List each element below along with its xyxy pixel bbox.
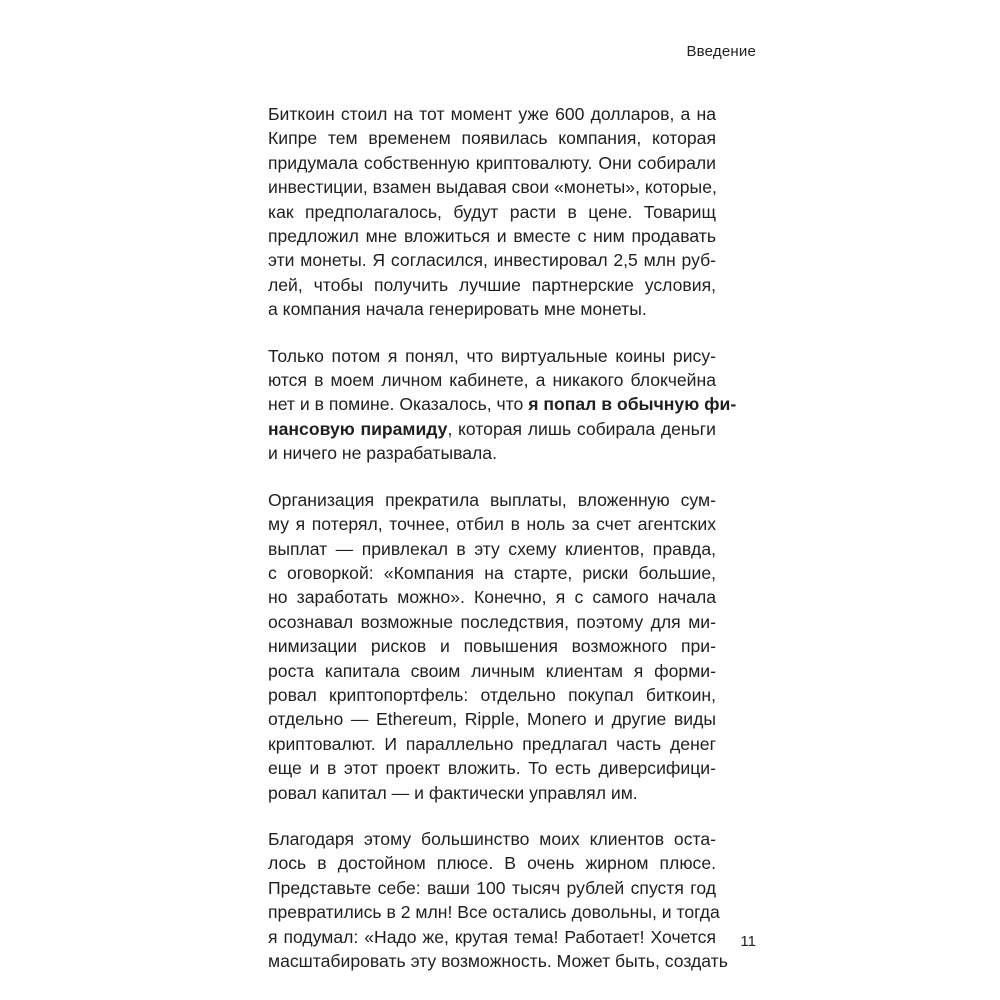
text-line: превратились в 2 млн! Все остались довольны, и тогда [268, 902, 720, 923]
text-line: Представьте себе: ваши 100 тысяч рублей спустя год [268, 877, 716, 898]
paragraph-3 [268, 488, 716, 805]
body-text [268, 102, 737, 995]
text-line: Кипре тем временем появилась компания, которая [268, 128, 716, 149]
text-line: Только потом я понял, что виртуальные коины рису- [268, 345, 716, 366]
text-line: ются в моем личном кабинете, а никакого блокчейна [268, 370, 716, 391]
text-segment: , которая лишь собирала деньги [447, 418, 716, 439]
text-line: а компания начала генерировать мне монеты. [268, 299, 647, 320]
paragraph-2 [268, 344, 737, 466]
emphasis-text: я попал в обычную фи- [528, 394, 737, 415]
text-line [268, 417, 716, 441]
emphasis-text: нансовую пирамиду [268, 418, 448, 439]
page-number: 11 [740, 933, 756, 950]
text-line: предложил мне вложиться и вместе с ним продавать [268, 226, 716, 247]
text-line: осознавал возможные последствия, поэтому для ми- [268, 611, 716, 632]
text-line: эти монеты. Я согласился, инвестировал 2,5 млн руб- [268, 250, 716, 271]
text-line: Организация прекратила выплаты, вложенную сум- [268, 489, 716, 510]
text-line: инвестиции, взамен выдавая свои «монеты», которые, [268, 177, 717, 198]
text-line: лей, чтобы получить лучшие партнерские условия, [268, 274, 716, 295]
text-line: придумала собственную криптовалюту. Они собирали [268, 152, 716, 173]
text-line: криптовалют. И параллельно предлагал часть денег [268, 733, 716, 754]
text-line: лось в достойном плюсе. В очень жирном плюсе. [268, 853, 716, 874]
paragraph-1 [268, 102, 716, 322]
text-line: но заработать можно». Конечно, я с самого начала [268, 587, 716, 608]
text-line: Благодаря этому большинство моих клиентов оста- [268, 828, 716, 849]
text-line: ровал криптопортфель: отдельно покупал биткоин, [268, 684, 716, 705]
text-line [268, 392, 737, 416]
paragraph-4 [268, 827, 728, 973]
text-line: с оговоркой: «Компания на старте, риски большие, [268, 562, 716, 583]
text-line: как предполагалось, будут расти в цене. Товарищ [268, 201, 716, 222]
running-head: Введение [686, 43, 756, 60]
text-line: Биткоин стоил на тот момент уже 600 долларов, а на [268, 104, 716, 124]
text-line: я подумал: «Надо же, крутая тема! Работает! Хочется [268, 926, 716, 947]
text-line: и ничего не разрабатывала. [268, 443, 497, 464]
text-line: отдельно — Ethereum, Ripple, Monero и другие виды [268, 709, 716, 730]
text-line: му я потерял, точнее, отбил в ноль за счет агентских [268, 514, 716, 535]
text-line: масштабировать эту возможность. Может быть, создать [268, 951, 728, 971]
text-line: еще и в этот проект вложить. То есть диверсифици- [268, 758, 716, 779]
text-segment: нет и в помине. Оказалось, что [268, 394, 529, 415]
text-line: ровал капитал — и фактически управлял им. [268, 782, 638, 803]
text-line: выплат — привлекал в эту схему клиентов, правда, [268, 538, 716, 559]
text-line: нимизации рисков и повышения возможного при- [268, 636, 716, 657]
text-line: роста капитала своим личным клиентам я форми- [268, 660, 716, 681]
